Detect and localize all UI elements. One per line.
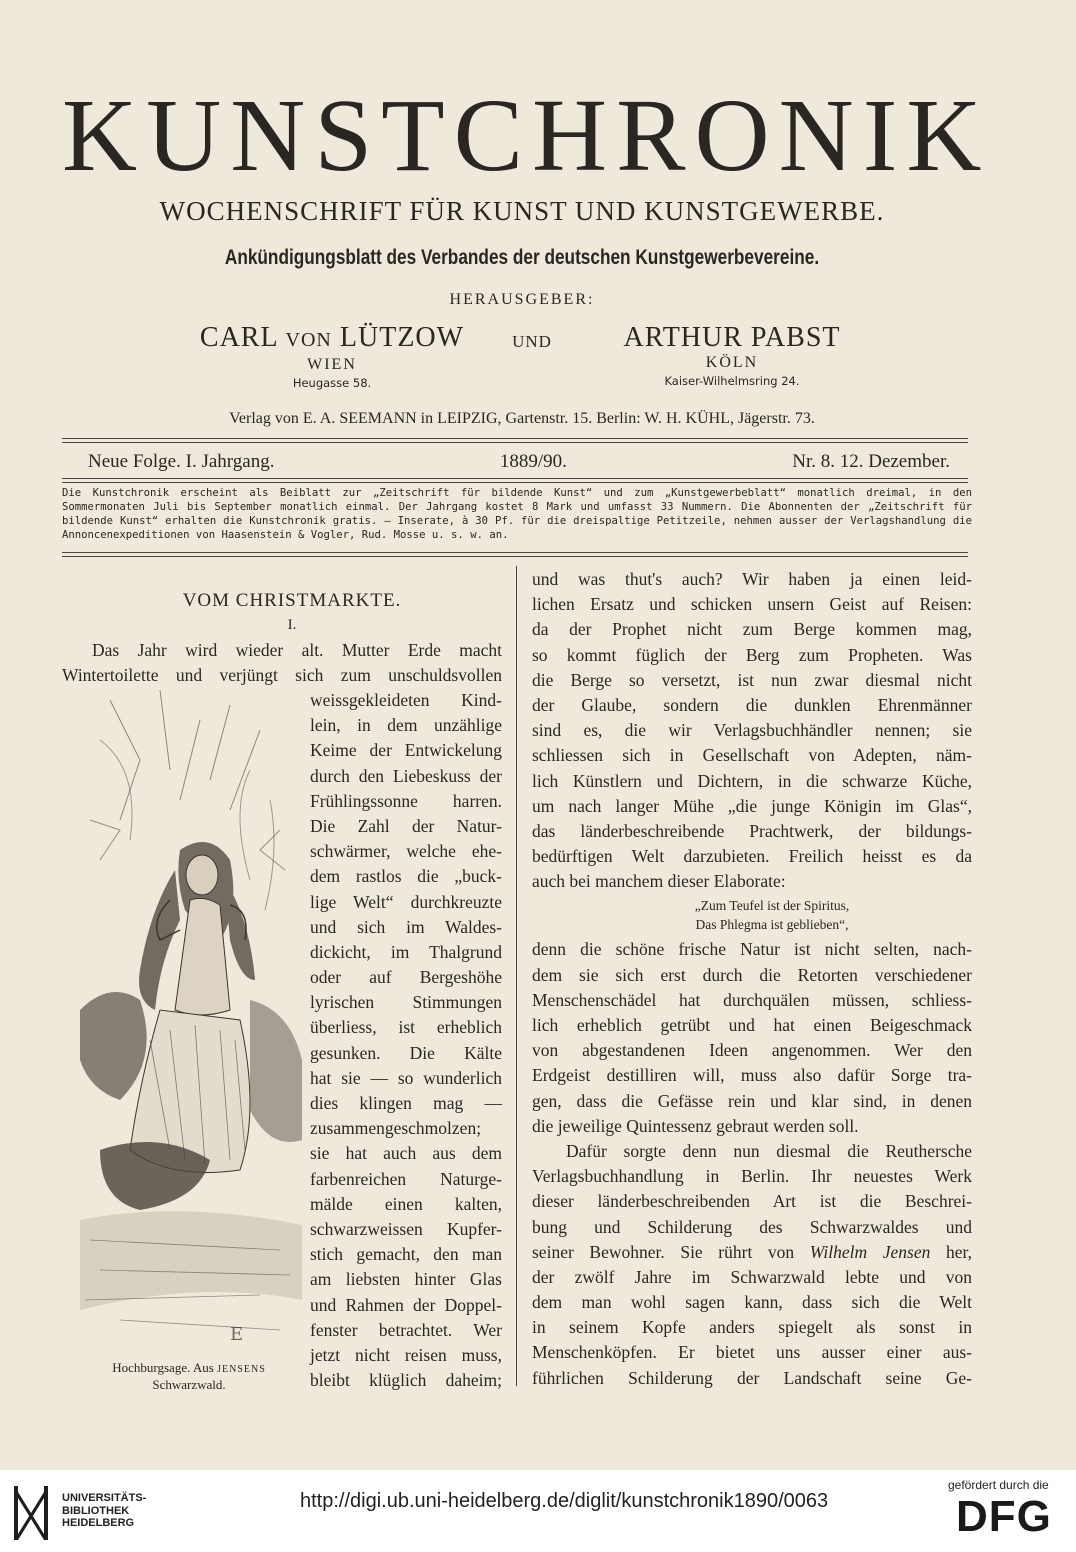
right-line: Verlagsbuchhandlung in Berlin. Ihr neuestes Werk	[532, 1166, 972, 1187]
editor-right	[562, 322, 902, 390]
issue-number: Nr. 8. 12. Dezember.	[792, 451, 950, 472]
right-line: die jeweilige Quintessenz gebraut werden soll.	[532, 1115, 859, 1136]
rule-bottom-1	[62, 552, 968, 553]
narrow-line: lein, in dem unzählige	[310, 715, 502, 736]
rule-top-2	[62, 442, 968, 443]
announcement-line: Ankündigungsblatt des Verbandes der deutschen Kunstgewerbevereine.	[224, 246, 820, 269]
narrow-line: Die Zahl der Natur-	[310, 815, 502, 836]
right-line: um nach langer Mühe „die junge Königin im Glas“,	[532, 795, 972, 816]
quote-line-1: „Zum Teufel ist der Spiritus,	[694, 898, 850, 914]
narrow-line: hat sie — so wunderlich	[310, 1067, 502, 1088]
editor-left	[162, 322, 502, 392]
issue-year: 1889/90.	[499, 451, 567, 472]
right-line: schliessen sich in Gesellschaft von Adepten, näm-	[532, 745, 972, 766]
digitization-footer	[0, 1470, 1076, 1552]
narrow-line: schwärmer, welche ehe-	[310, 841, 502, 862]
narrow-line: schwarzweissen Kupfer-	[310, 1218, 502, 1239]
narrow-line: Keime der Entwickelung	[310, 740, 502, 761]
narrow-line: farbenreichen Naturge-	[310, 1168, 502, 1189]
rule-mid-1	[62, 478, 968, 479]
rule-mid-2	[62, 482, 968, 483]
library-line: UNIVERSITÄTS-	[62, 1492, 147, 1504]
jensen-name: Wilhelm Jensen	[809, 1241, 931, 1262]
herausgeber-label: HERAUSGEBER:	[449, 291, 595, 308]
narrow-line: und sich im Waldes-	[310, 916, 502, 937]
article-title: VOM CHRISTMARKTE.	[182, 590, 402, 611]
narrow-line: sie hat auch aus dem	[310, 1143, 502, 1164]
svg-text:E: E	[230, 1324, 244, 1345]
right-line-jensen	[532, 1240, 972, 1265]
narrow-column	[310, 688, 502, 1393]
right-line: da der Prophet nicht zum Berge kommen mag,	[532, 619, 972, 640]
narrow-line: Frühlingssonne harren.	[310, 790, 502, 811]
quote-line-2: Das Phlegma ist geblieben“,	[695, 917, 849, 933]
jensen-post: her,	[930, 1241, 973, 1262]
right-line: führlichen Schilderung der Landschaft seine Ge-	[532, 1367, 972, 1388]
lead-line-1: Das Jahr wird wieder alt. Mutter Erde macht	[92, 640, 502, 660]
narrow-line: gesunken. Die Kälte	[310, 1042, 502, 1063]
editor-left-last: LÜTZOW	[339, 322, 465, 353]
narrow-line: lige Welt“ durchkreuzte	[310, 891, 502, 912]
rule-top-1	[62, 438, 968, 439]
right-line: so kommt füglich der Berg zum Propheten. Was	[532, 644, 972, 665]
narrow-line: und Rahmen der Doppel-	[310, 1294, 502, 1315]
right-line: dieser länderbeschreibenden Art ist die Beschrei-	[532, 1191, 972, 1212]
right-column	[532, 567, 972, 1391]
right-line: lichen Ersatz und schicken unsern Geist auf Reisen:	[532, 594, 972, 615]
und-label: UND	[512, 332, 552, 351]
narrow-line: dies klingen mag —	[310, 1093, 502, 1113]
editor-left-first: CARL	[199, 322, 278, 353]
illustration-caption	[74, 1360, 304, 1392]
caption-line2: Schwarzwald.	[152, 1377, 226, 1392]
right-line: lich Künstlern und Dichtern, in die schwarze Küche,	[532, 770, 972, 791]
masthead-title: KUNSTCHRONIK	[62, 78, 991, 193]
library-name	[62, 1492, 146, 1530]
right-line: dem man wohl sagen kann, dass sich die Welt	[532, 1292, 972, 1313]
right-line: von abgestandenen Ideen angenommen. Wer den	[532, 1040, 972, 1061]
editor-left-city: WIEN	[307, 356, 357, 373]
library-line: HEIDELBERG	[62, 1517, 135, 1529]
right-line: auch bei manchem dieser Elaborate:	[532, 871, 786, 892]
right-line: sind es, die wir Verlagsbuchhändler nennen; sie	[532, 720, 972, 741]
narrow-line: weissgekleideten Kind-	[310, 690, 502, 710]
right-line: der Glaube, sondern die dunklen Ehrenmänner	[532, 694, 972, 715]
masthead-subtitle: WOCHENSCHRIFT FÜR KUNST UND KUNSTGEWERBE.	[159, 196, 885, 226]
narrow-line: bleibt klüglich daheim;	[310, 1370, 502, 1391]
right-line: Menschenschädel hat durchquälen müssen, schliess-	[532, 989, 972, 1010]
caption-line1: Hochburgsage. Aus	[112, 1360, 218, 1375]
right-line: denn die schöne frische Natur ist nicht selten, nach-	[532, 939, 972, 960]
editor-right-city: KÖLN	[705, 354, 759, 371]
publisher-line: Verlag von E. A. SEEMANN in LEIPZIG, Gartenstr. 15. Berlin: W. H. KÜHL, Jägerstr. 73.	[229, 410, 815, 427]
jensen-pre: seiner Bewohner. Sie rührt von	[532, 1241, 810, 1262]
narrow-line: oder auf Bergeshöhe	[310, 967, 502, 988]
column-divider	[516, 566, 517, 1386]
article-part: I.	[287, 617, 297, 633]
right-line: bung und Schilderung des Schwarzwaldes und	[532, 1216, 972, 1237]
right-line: lich erheblich getrübt und hat einen Beigeschmack	[532, 1015, 972, 1035]
caption-small-caps: JENSENS	[217, 1364, 266, 1375]
narrow-line: überliess, ist erheblich	[310, 1017, 502, 1038]
right-line: bedürftigen Welt darzubieten. Freilich heisst es da	[532, 846, 972, 867]
narrow-line: fenster betrachtet. Wer	[310, 1319, 502, 1340]
narrow-line: stich gemacht, den man	[310, 1244, 502, 1265]
narrow-line: mälde einen kalten,	[310, 1193, 502, 1214]
lead-line-2: Wintertoilette und verjüngt sich zum unschuldsvollen	[62, 665, 502, 686]
right-line: Dafür sorgte denn nun diesmal die Reuthersche	[566, 1140, 972, 1161]
library-line: BIBLIOTHEK	[62, 1504, 130, 1517]
narrow-line: am liebsten hinter Glas	[310, 1269, 502, 1290]
subscription-notice: Die Kunstchronik erscheint als Beiblatt zur „Zeitschrift für bildende Kunst“ und zum „Kunstgewerbeblatt“ monatlich dreimal, in den Sommermonaten Juli bis September monatlich einmal. Der Jahrgang kostet 8 Mark und umfasst 33 Nummern. Die Abonnenten der „Zeitschrift für bildende Kunst“ erhalten die Kunstchronik gratis. — Inserate, à 30 Pf. für die dreispaltige Petitzeile, nehmen ausser der Verlagshandlung die Annoncenexpeditionen von Haasenstein & Vogler, Rud. Mosse u. s. w. an.	[62, 487, 972, 541]
permalink-url[interactable]: http://digi.ub.uni-heidelberg.de/diglit/kunstchronik1890/0063	[300, 1490, 829, 1512]
editor-right-address: Kaiser-Wilhelmsring 24.	[664, 374, 800, 388]
narrow-line: dickicht, im Thalgrund	[310, 941, 502, 962]
page-content	[62, 0, 991, 1470]
dfg-logo: DFG	[956, 1492, 1052, 1541]
narrow-line: dem rastlos die „buck-	[310, 866, 502, 887]
right-line: der zwölf Jahre im Schwarzwald lebte und von	[532, 1266, 972, 1287]
right-line: in seinem Kopfe anders spiegelt als sonst in	[532, 1317, 972, 1338]
right-line: gen, dass die Gefässe rein und klar sind, in denen	[532, 1090, 972, 1111]
issue-line	[88, 451, 950, 473]
right-line: Menschenköpfen. Er bietet uns ausser einer aus-	[532, 1342, 972, 1363]
illustration-hochburgsage	[80, 680, 302, 1360]
rule-bottom-2	[62, 556, 968, 557]
issue-series: Neue Folge. I. Jahrgang.	[88, 451, 275, 472]
narrow-line: durch den Liebeskuss der	[310, 765, 502, 786]
right-line: die Berge so versetzt, ist nun zwar diesmal nicht	[532, 669, 972, 690]
editor-left-von: VON	[285, 329, 332, 351]
right-line: das länderbeschreibende Prachtwerk, der bildungs-	[532, 820, 972, 841]
right-line: und was thut's auch? Wir haben ja einen leid-	[532, 569, 972, 589]
narrow-line: lyrischen Stimmungen	[310, 992, 502, 1013]
right-line: dem sie sich erst durch die Retorten verschiedener	[532, 964, 972, 985]
right-line: Erdgeist destilliren will, muss also dafür Sorge tra-	[532, 1065, 972, 1086]
narrow-line: jetzt nicht reisen muss,	[310, 1344, 502, 1365]
funding-claim: gefördert durch die	[948, 1478, 1049, 1492]
university-library-logo-icon	[10, 1484, 52, 1542]
editor-right-name: ARTHUR PABST	[623, 322, 841, 353]
editor-left-address: Heugasse 58.	[292, 376, 372, 390]
narrow-line: zusammengeschmolzen;	[310, 1118, 482, 1139]
